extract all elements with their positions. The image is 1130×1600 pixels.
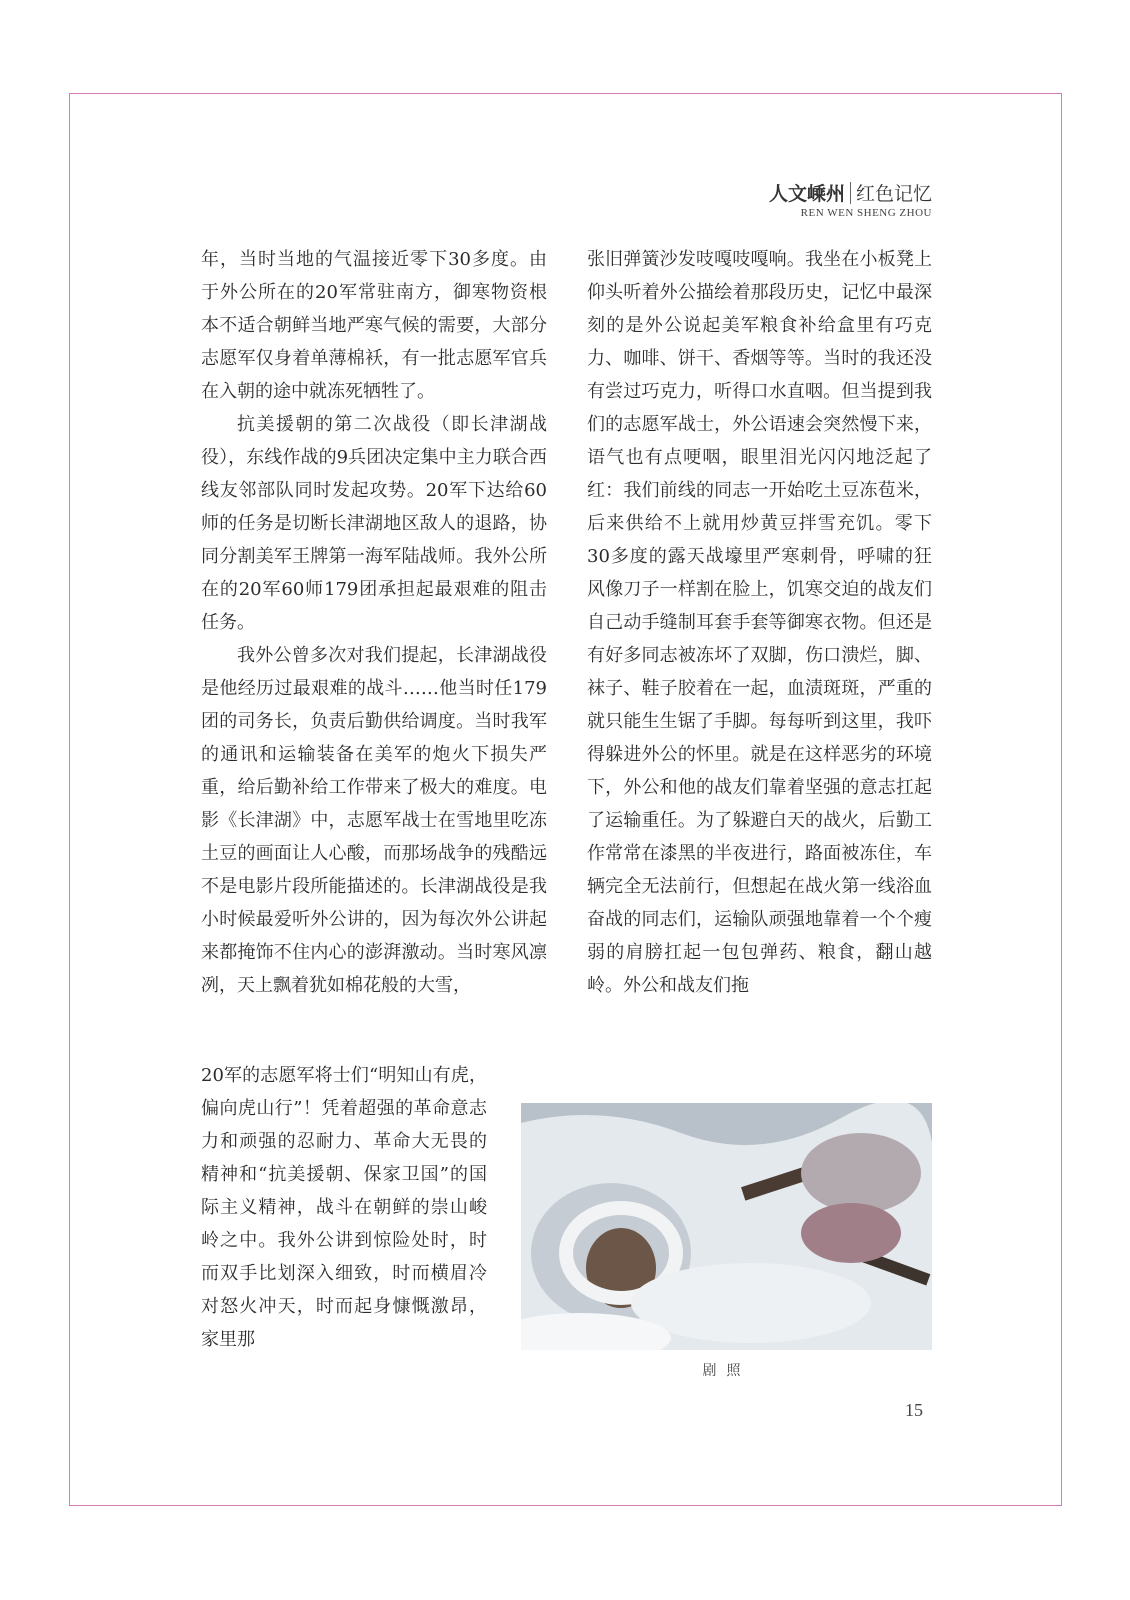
photo-illustration <box>521 1103 932 1350</box>
paragraph: 年，当时当地的气温接近零下30多度。由于外公所在的20军常驻南方，御寒物资根本不适合朝鲜当地严寒气候的需要，大部分志愿军仅身着单薄棉袄，有一批志愿军官兵在入朝的途中就冻死牺牲了。 <box>201 249 547 402</box>
magazine-subtitle: REN WEN SHENG ZHOU <box>800 207 932 219</box>
running-header <box>769 182 932 219</box>
text-column-right <box>587 243 932 1002</box>
paragraph: 抗美援朝的第二次战役（即长津湖战役），东线作战的9兵团决定集中主力联合西线友邻部队同时发起攻势。20军下达给60师的任务是切断长津湖地区敌人的退路，协同分割美军王牌第一海军陆战师。我外公所在的20军60师179团承担起最艰难的阻击任务。 <box>201 414 547 633</box>
text-column-left <box>201 243 547 1002</box>
paragraph: 我外公曾多次对我们提起，长津湖战役是他经历过最艰难的战斗……他当时任179团的司务长，负责后勤供给调度。当时我军的通讯和运输装备在美军的炮火下损失严重，给后勤补给工作带来了极大的难度。电影《长津湖》中，志愿军战士在雪地里吃冻土豆的画面让人心酸，而那场战争的残酷远不是电影片段所能描述的。长津湖战役是我小时候最爱听外公讲的，因为每次外公讲起来都掩饰不住内心的澎湃激动。当时寒风凛冽，天上飘着犹如棉花般的大雪， <box>201 645 547 996</box>
header-divider <box>850 182 851 204</box>
magazine-title: 人文嵊州 <box>768 183 845 205</box>
paragraph: 张旧弹簧沙发吱嘎吱嘎响。我坐在小板凳上仰头听着外公描绘着那段历史，记忆中最深刻的是外公说起美军粮食补给盒里有巧克力、咖啡、饼干、香烟等等。当时的我还没有尝过巧克力，听得口水直咽。但当提到我们的志愿军战士，外公语速会突然慢下来，语气也有点哽咽，眼里泪光闪闪地泛起了红：我们前线的同志一开始吃土豆冻苞米，后来供给不上就用炒黄豆拌雪充饥。零下30多度的露天战壕里严寒刺骨，呼啸的狂风像刀子一样割在脸上，饥寒交迫的战友们自己动手缝制耳套手套等御寒衣物。但还是有好多同志被冻坏了双脚，伤口溃烂，脚、袜子、鞋子胶着在一起，血渍斑斑，严重的就只能生生锯了手脚。每每听到这里，我吓得躲进外公的怀里。就是在这样恶劣的环境下，外公和他的战友们靠着坚强的意志扛起了运输重任。为了躲避白天的战火，后勤工作常常在漆黑的半夜进行，路面被冻住，车辆完全无法前行，但想起在战火第一线浴血奋战的同志们，运输队顽强地靠着一个个瘦弱的肩膀扛起一包包弹药、粮食，翻山越岭。外公和战友们拖 <box>587 249 932 996</box>
paragraph: 20军的志愿军将士们“明知山有虎，偏向虎山行”！凭着超强的革命意志力和顽强的忍耐力、革命大无畏的精神和“抗美援朝、保家卫国”的国际主义精神，战斗在朝鲜的崇山峻岭之中。我外公讲到惊险处时，时而双手比划深入细致，时而横眉冷对怒火冲天，时而起身慷慨激昂，家里那 <box>201 1065 487 1350</box>
film-still-photo <box>521 1103 932 1350</box>
header-title-line <box>769 182 932 206</box>
page-number: 15 <box>905 1400 923 1420</box>
photo-caption: 剧照 <box>702 1363 751 1379</box>
text-column-left-lower <box>201 1059 487 1356</box>
section-title: 红色记忆 <box>855 183 932 205</box>
